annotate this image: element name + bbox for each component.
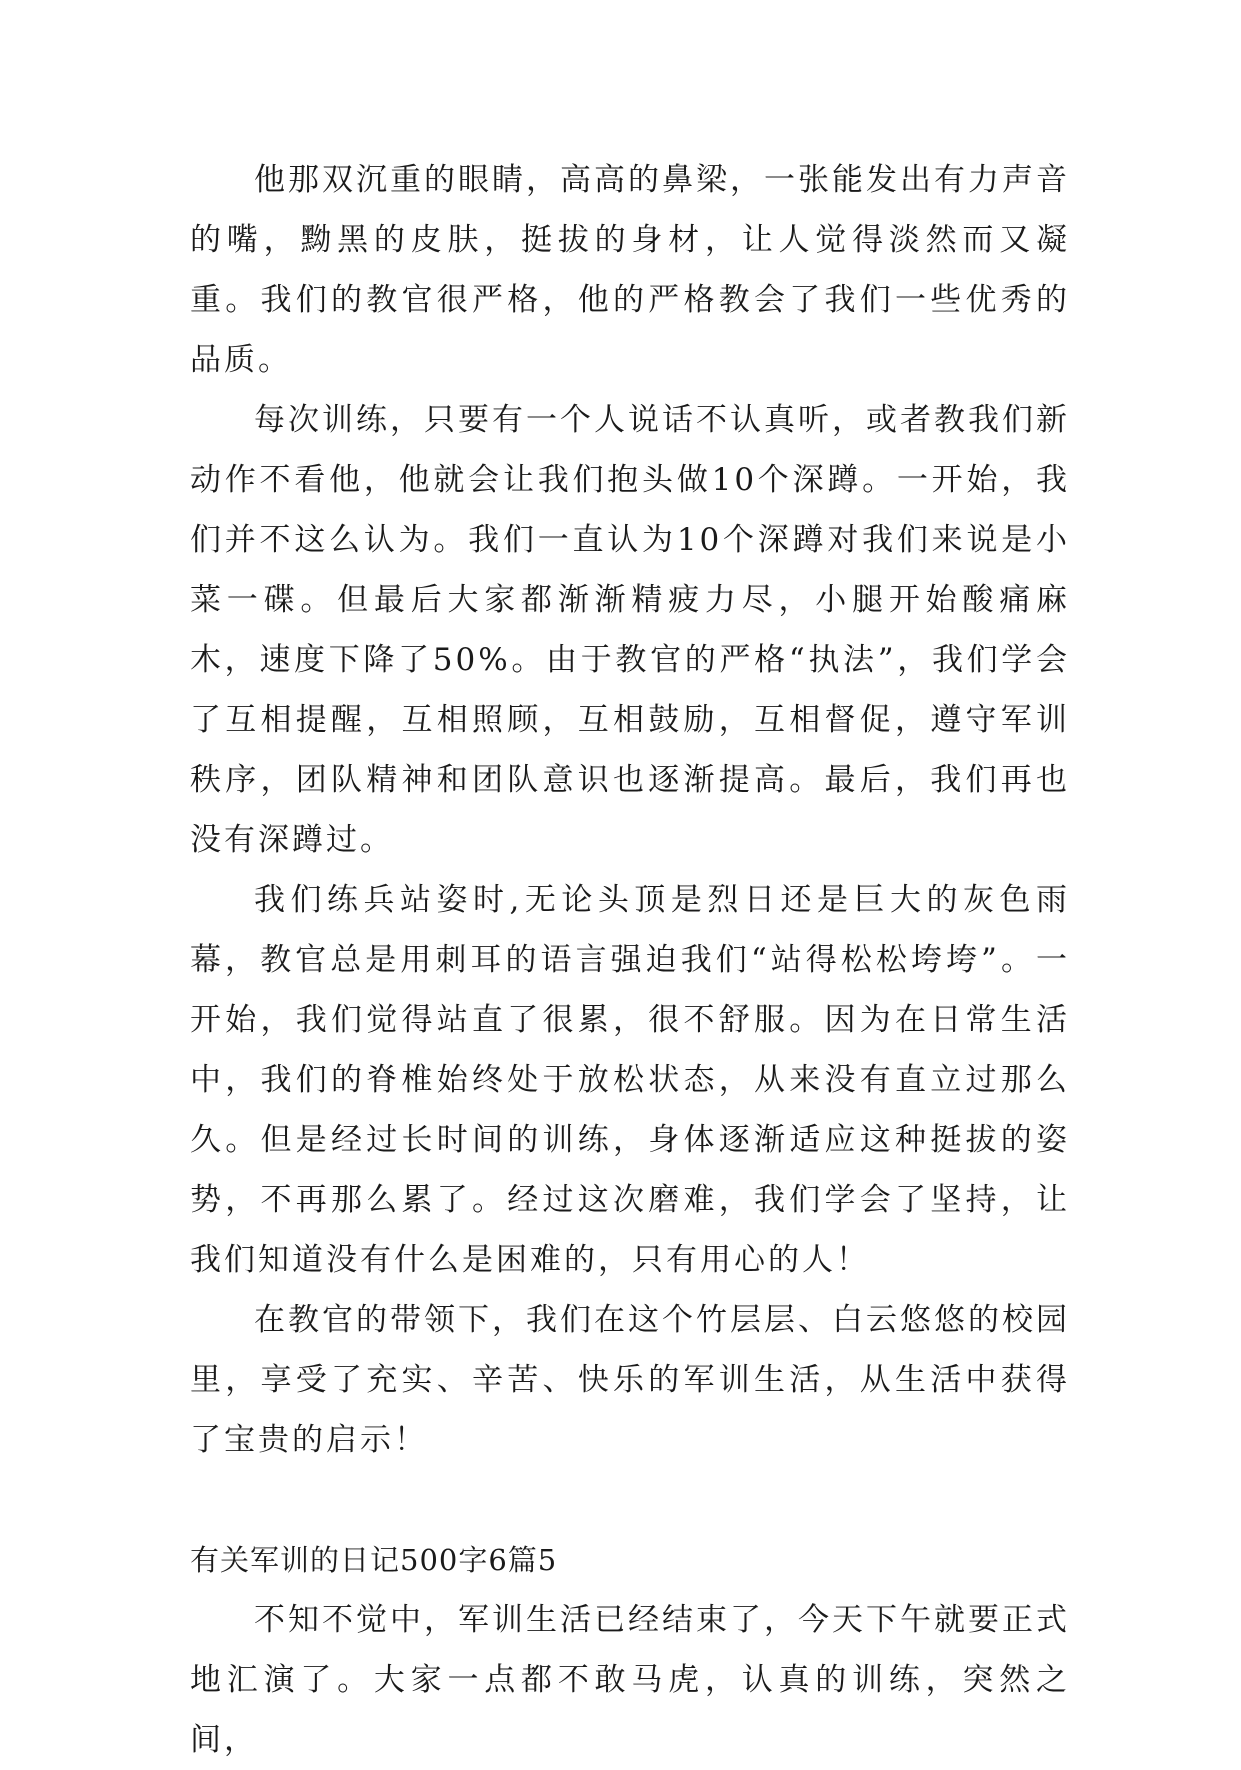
section-spacer bbox=[190, 1470, 1070, 1530]
paragraph-next-section-start: 不知不觉中，军训生活已经结束了，今天下午就要正式地汇演了。大家一点都不敢马虎，认真的训练，突然之间， bbox=[190, 1602, 1070, 1758]
section-heading: 有关军训的日记500字6篇5 bbox=[190, 1543, 558, 1577]
paragraph-instructor-description: 他那双沉重的眼睛，高高的鼻梁，一张能发出有力声音的嘴，黝黑的皮肤，挺拔的身材，让人觉得淡然而又凝重。我们的教官很严格，他的严格教会了我们一些优秀的品质。 bbox=[190, 162, 1070, 378]
document-body bbox=[190, 150, 1070, 1770]
paragraph-squat-training: 每次训练，只要有一个人说话不认真听，或者教我们新动作不看他，他就会让我们抱头做10个深蹲。一开始，我们并不这么认为。我们一直认为10个深蹲对我们来说是小菜一碟。但最后大家都渐渐精疲力尽，小腿开始酸痛麻木，速度下降了50%。由于教官的严格“执法”，我们学会了互相提醒，互相照顾，互相鼓励，互相督促，遵守军训秩序，团队精神和团队意识也逐渐提高。最后，我们再也没有深蹲过。 bbox=[190, 402, 1070, 858]
paragraph-conclusion: 在教官的带领下，我们在这个竹层层、白云悠悠的校园里，享受了充实、辛苦、快乐的军训生活，从生活中获得了宝贵的启示！ bbox=[190, 1302, 1070, 1458]
paragraph-standing-posture: 我们练兵站姿时,无论头顶是烈日还是巨大的灰色雨幕，教官总是用刺耳的语言强迫我们“站得松松垮垮”。一开始，我们觉得站直了很累，很不舒服。因为在日常生活中，我们的脊椎始终处于放松状态，从来没有直立过那么久。但是经过长时间的训练，身体逐渐适应这种挺拔的姿势，不再那么累了。经过这次磨难，我们学会了坚持，让我们知道没有什么是困难的，只有用心的人！ bbox=[190, 882, 1070, 1278]
